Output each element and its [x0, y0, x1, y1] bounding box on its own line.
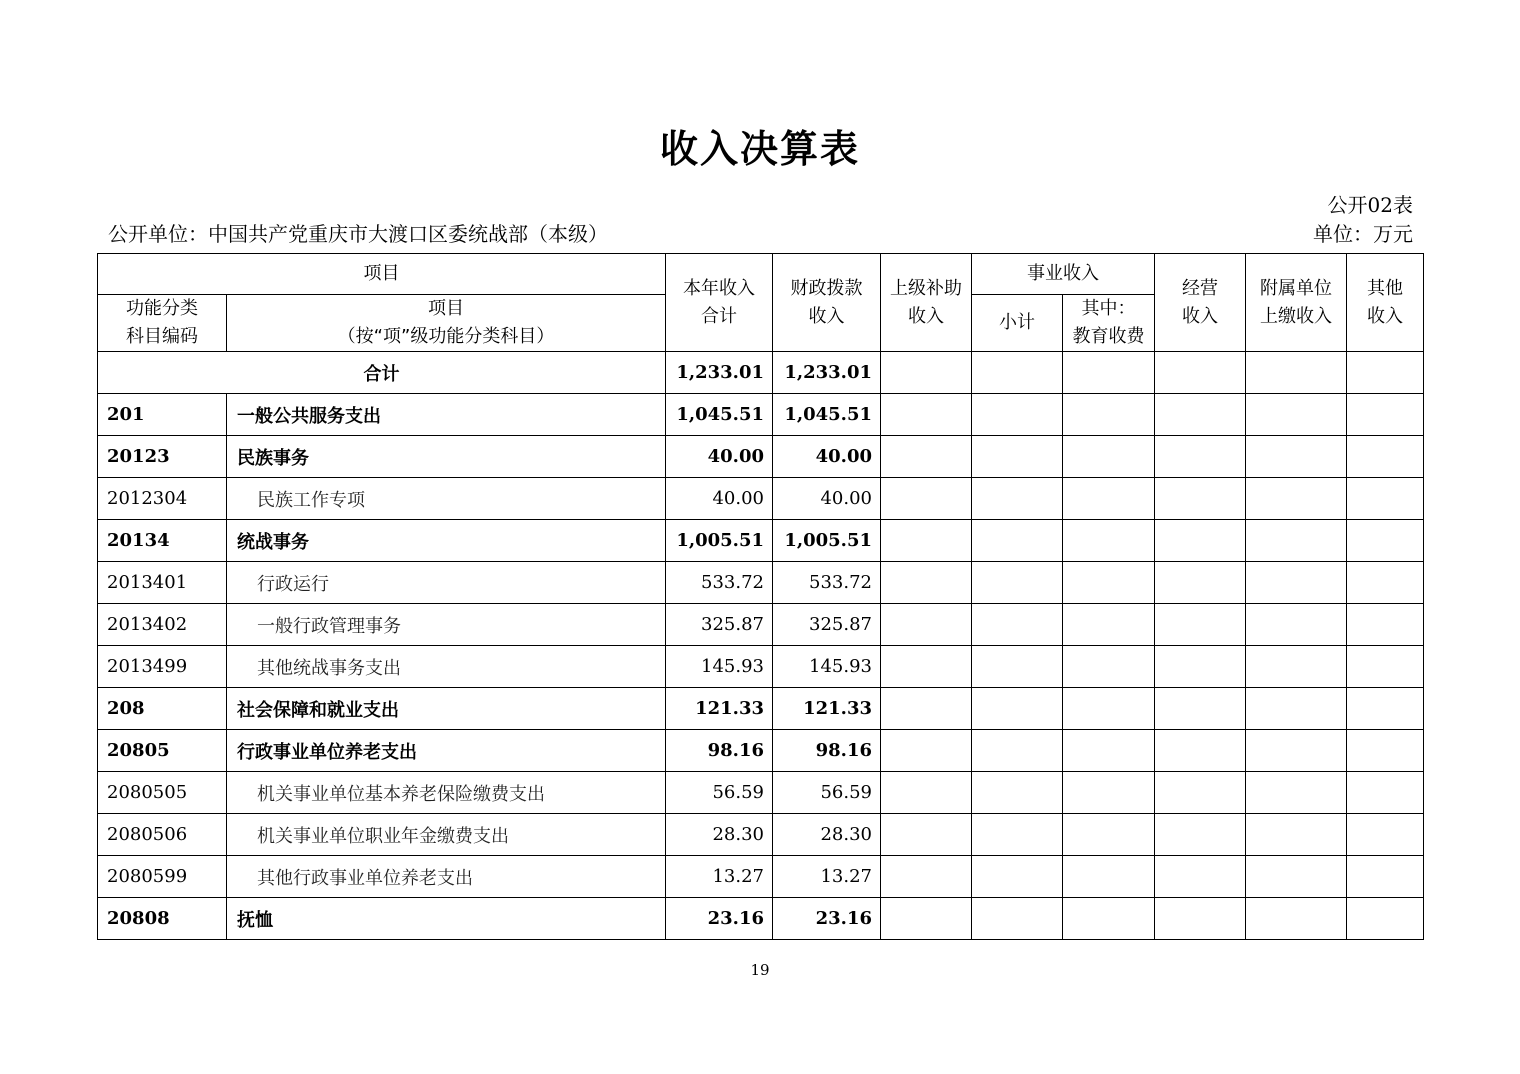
row-fiscal: 40.00	[773, 436, 881, 478]
row-total: 13.27	[666, 856, 773, 898]
row-code: 2080599	[98, 856, 227, 898]
row-code: 20134	[98, 520, 227, 562]
row-fiscal: 121.33	[773, 688, 881, 730]
row-name: 一般公共服务支出	[227, 394, 666, 436]
total-fiscal: 1,233.01	[773, 352, 881, 394]
header-row-1	[98, 254, 1424, 295]
row-fiscal: 28.30	[773, 814, 881, 856]
row-fiscal: 1,005.51	[773, 520, 881, 562]
income-table	[97, 253, 1424, 940]
table-row	[98, 436, 1424, 478]
table-row	[98, 604, 1424, 646]
header-business-group: 事业收入	[972, 254, 1155, 295]
row-name: 行政运行	[227, 562, 666, 604]
row-code: 208	[98, 688, 227, 730]
row-name: 统战事务	[227, 520, 666, 562]
currency-unit: 单位：万元	[1313, 222, 1413, 246]
row-fiscal: 13.27	[773, 856, 881, 898]
row-fiscal: 56.59	[773, 772, 881, 814]
row-code: 201	[98, 394, 227, 436]
header-total: 本年收入 合计	[666, 254, 773, 352]
row-fiscal: 325.87	[773, 604, 881, 646]
row-name: 机关事业单位基本养老保险缴费支出	[227, 772, 666, 814]
row-total: 325.87	[666, 604, 773, 646]
row-total: 533.72	[666, 562, 773, 604]
header-superior: 上级补助 收入	[881, 254, 972, 352]
total-row	[98, 352, 1424, 394]
row-code: 2013499	[98, 646, 227, 688]
row-name: 民族事务	[227, 436, 666, 478]
row-fiscal: 533.72	[773, 562, 881, 604]
row-total: 145.93	[666, 646, 773, 688]
row-code: 2012304	[98, 478, 227, 520]
page-title: 收入决算表	[659, 127, 860, 171]
row-name: 一般行政管理事务	[227, 604, 666, 646]
row-code: 2080505	[98, 772, 227, 814]
table-row	[98, 562, 1424, 604]
row-code: 2013401	[98, 562, 227, 604]
row-code: 2080506	[98, 814, 227, 856]
row-total: 1,045.51	[666, 394, 773, 436]
table-row	[98, 898, 1424, 940]
header-affiliated: 附属单位 上缴收入	[1246, 254, 1347, 352]
row-total: 56.59	[666, 772, 773, 814]
row-name: 其他行政事业单位养老支出	[227, 856, 666, 898]
table-row	[98, 688, 1424, 730]
table-row	[98, 730, 1424, 772]
row-name: 民族工作专项	[227, 478, 666, 520]
header-fiscal: 财政拨款 收入	[773, 254, 881, 352]
row-total: 98.16	[666, 730, 773, 772]
row-fiscal: 1,045.51	[773, 394, 881, 436]
row-code: 20808	[98, 898, 227, 940]
row-fiscal: 23.16	[773, 898, 881, 940]
reporting-unit: 公开单位：中国共产党重庆市大渡口区委统战部（本级）	[108, 222, 608, 246]
header-item-group: 项目	[98, 254, 666, 295]
row-total: 28.30	[666, 814, 773, 856]
row-name: 抚恤	[227, 898, 666, 940]
row-code: 20805	[98, 730, 227, 772]
table-row	[98, 646, 1424, 688]
header-code: 功能分类 科目编码	[98, 295, 227, 352]
row-name: 社会保障和就业支出	[227, 688, 666, 730]
header-operating: 经营 收入	[1155, 254, 1246, 352]
row-total: 1,005.51	[666, 520, 773, 562]
row-total: 40.00	[666, 478, 773, 520]
row-fiscal: 98.16	[773, 730, 881, 772]
header-subtotal: 小计	[972, 295, 1063, 352]
row-name: 机关事业单位职业年金缴费支出	[227, 814, 666, 856]
table-row	[98, 772, 1424, 814]
page-number: 19	[750, 961, 770, 979]
table-row	[98, 394, 1424, 436]
row-fiscal: 40.00	[773, 478, 881, 520]
total-label: 合计	[98, 352, 666, 394]
row-total: 40.00	[666, 436, 773, 478]
header-other: 其他 收入	[1347, 254, 1424, 352]
row-name: 其他统战事务支出	[227, 646, 666, 688]
header-name: 项目 （按“项”级功能分类科目）	[227, 295, 666, 352]
row-total: 23.16	[666, 898, 773, 940]
row-name: 行政事业单位养老支出	[227, 730, 666, 772]
total-amount: 1,233.01	[666, 352, 773, 394]
row-code: 20123	[98, 436, 227, 478]
row-fiscal: 145.93	[773, 646, 881, 688]
row-code: 2013402	[98, 604, 227, 646]
row-total: 121.33	[666, 688, 773, 730]
table-row	[98, 856, 1424, 898]
header-education-fees: 其中： 教育收费	[1063, 295, 1155, 352]
form-number: 公开02表	[1327, 193, 1413, 217]
table-row	[98, 520, 1424, 562]
table-row	[98, 814, 1424, 856]
table-row	[98, 478, 1424, 520]
